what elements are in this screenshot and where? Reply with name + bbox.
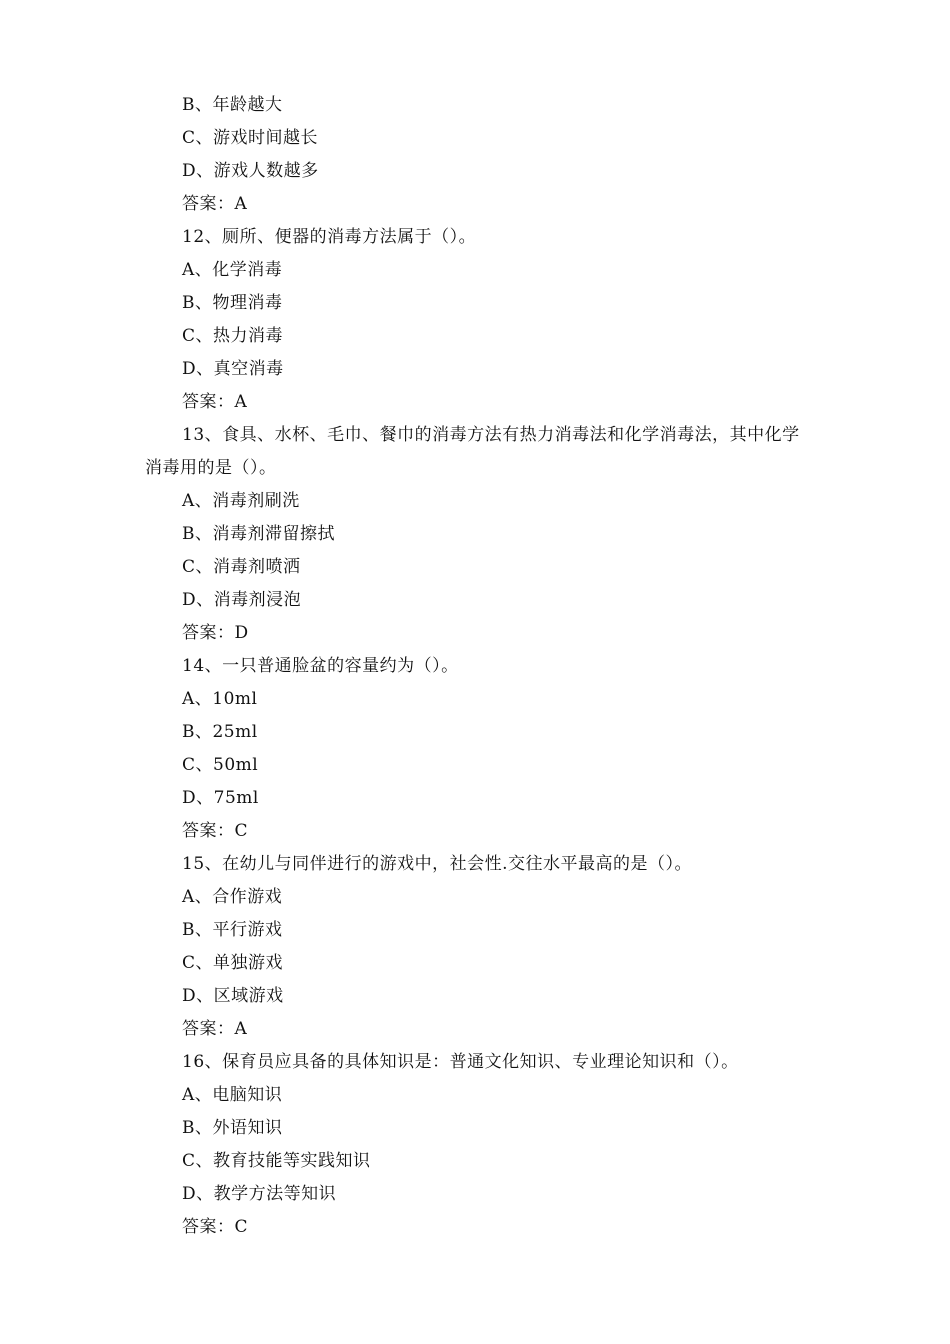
question-13-continued: 消毒用的是（）。 xyxy=(145,458,277,478)
option-b: B、物理消毒 xyxy=(182,293,283,313)
answer: 答案：C xyxy=(182,821,249,841)
answer: 答案：A xyxy=(182,1019,248,1039)
option-c: C、教育技能等实践知识 xyxy=(182,1151,371,1171)
option-b: B、消毒剂滞留擦拭 xyxy=(182,524,335,544)
option-a: A、消毒剂刷洗 xyxy=(182,491,300,511)
option-c: C、消毒剂喷洒 xyxy=(182,557,301,577)
answer: 答案：C xyxy=(182,1217,249,1237)
answer: 答案：A xyxy=(182,392,248,412)
option-c: C、游戏时间越长 xyxy=(182,128,319,148)
option-c: C、50ml xyxy=(182,755,259,775)
option-b: B、平行游戏 xyxy=(182,920,283,940)
option-b: B、25ml xyxy=(182,722,258,742)
option-b: B、年龄越大 xyxy=(182,95,283,115)
option-a: A、合作游戏 xyxy=(182,887,283,907)
option-d: D、真空消毒 xyxy=(182,359,284,379)
answer: 答案：A xyxy=(182,194,248,214)
option-d: D、消毒剂浸泡 xyxy=(182,590,302,610)
option-c: C、单独游戏 xyxy=(182,953,284,973)
option-d: D、75ml xyxy=(182,788,259,808)
option-a: A、电脑知识 xyxy=(182,1085,283,1105)
question-15: 15、在幼儿与同伴进行的游戏中，社会性.交往水平最高的是（）。 xyxy=(182,854,693,874)
option-b: B、外语知识 xyxy=(182,1118,283,1138)
question-14: 14、一只普通脸盆的容量约为（）。 xyxy=(182,656,459,676)
option-a: A、化学消毒 xyxy=(182,260,283,280)
option-d: D、区域游戏 xyxy=(182,986,284,1006)
question-list xyxy=(145,89,815,1244)
option-a: A、10ml xyxy=(182,689,258,709)
option-c: C、热力消毒 xyxy=(182,326,284,346)
answer: 答案：D xyxy=(182,623,249,643)
option-d: D、教学方法等知识 xyxy=(182,1184,337,1204)
option-d: D、游戏人数越多 xyxy=(182,161,319,181)
question-12: 12、厕所、便器的消毒方法属于（）。 xyxy=(182,227,477,247)
question-16: 16、保育员应具备的具体知识是：普通文化知识、专业理论知识和（）。 xyxy=(182,1052,739,1072)
question-13: 13、食具、水杯、毛巾、餐巾的消毒方法有热力消毒法和化学消毒法，其中化学 xyxy=(182,425,800,445)
